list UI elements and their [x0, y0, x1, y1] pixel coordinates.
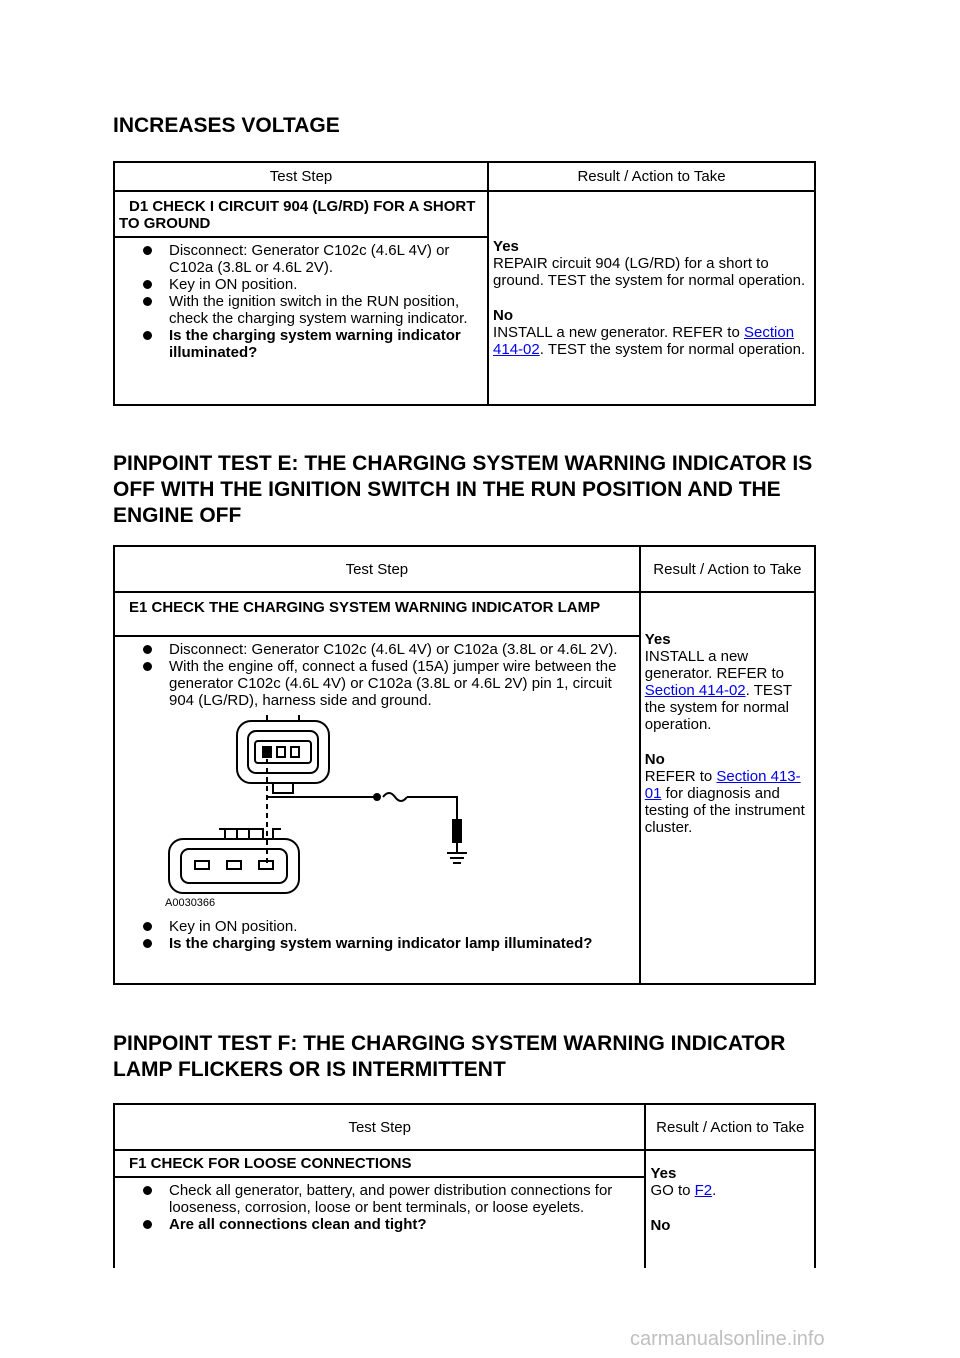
no-label: No: [644, 750, 665, 768]
list-item: Key in ON position.: [139, 276, 487, 293]
col-header-test-step: Test Step: [114, 162, 488, 191]
test-table-f: [113, 1103, 816, 1268]
bullet-icon: [143, 662, 152, 671]
result-cell-e1: [640, 592, 815, 984]
col-header-result: Result / Action to Take: [640, 546, 815, 592]
result-cell-f1: [645, 1150, 815, 1268]
yes-text: GO to F2.: [650, 1182, 717, 1199]
link-f2[interactable]: F2: [694, 1182, 713, 1199]
yes-label: Yes: [493, 238, 519, 255]
yes-label: Yes: [650, 1165, 677, 1182]
link-section-413-01[interactable]: Section 413-01: [644, 767, 801, 802]
bullet-list-d1: [115, 242, 487, 361]
list-item: Key in ON position.: [139, 918, 639, 935]
section-f-heading: PINPOINT TEST F: THE CHARGING SYSTEM WARNING INDICATOR LAMP FLICKERS OR IS INTERMITTENT: [113, 1032, 786, 1081]
watermark: carmanualsonline.info: [630, 1328, 825, 1350]
list-item: With the ignition switch in the RUN position, check the charging system warning indicator.: [139, 293, 487, 327]
connector-diagram: [155, 715, 639, 914]
bullet-icon: [143, 1186, 152, 1195]
list-item: Check all generator, battery, and power distribution connections for looseness, corrosion, loose or bent terminals, or loose eyelets.: [139, 1182, 644, 1216]
yes-label: Yes: [644, 630, 671, 648]
col-header-test-step: Test Step: [114, 546, 640, 592]
bullet-icon: [143, 297, 152, 306]
bullet-icon: [143, 280, 152, 289]
col-header-result: Result / Action to Take: [645, 1104, 815, 1150]
section-d-heading: INCREASES VOLTAGE: [113, 114, 340, 137]
question-item: Is the charging system warning indicator lamp illuminated?: [139, 935, 639, 952]
list-item: Disconnect: Generator C102c (4.6L 4V) or C102a (3.8L or 4.6L 2V).: [139, 242, 487, 276]
step-title-f1: F1 CHECK FOR LOOSE CONNECTIONS: [129, 1155, 412, 1172]
jumper-wire: [267, 793, 457, 820]
bullet-icon: [143, 1220, 152, 1229]
step-title-e1: E1 CHECK THE CHARGING SYSTEM WARNING INDICATOR LAMP: [129, 599, 601, 616]
yes-text: INSTALL a new generator. REFER to Section 414-02. TEST the system for normal operation.: [644, 647, 792, 733]
section-e-heading: PINPOINT TEST E: THE CHARGING SYSTEM WARNING INDICATOR IS OFF WITH THE IGNITION SWITCH IN THE RUN POSITION AND THE ENGINE OFF: [113, 452, 813, 527]
bullet-icon: [143, 246, 152, 255]
no-text: INSTALL a new generator. REFER to Section 414-02. TEST the system for normal operation.: [493, 324, 806, 358]
yes-text: REPAIR circuit 904 (LG/RD) for a short to ground. TEST the system for normal operation.: [493, 255, 806, 289]
connector-diagram-svg: [155, 715, 475, 910]
question-item: Are all connections clean and tight?: [139, 1216, 644, 1233]
test-table-d: [113, 161, 816, 406]
bullet-icon: [143, 331, 152, 340]
bullet-icon: [143, 939, 152, 948]
bullet-icon: [143, 922, 152, 931]
result-cell-d1: [488, 191, 815, 405]
no-text: REFER to Section 413-01 for diagnosis and testing of the instrument cluster.: [644, 767, 805, 836]
col-header-test-step: Test Step: [114, 1104, 645, 1150]
list-item: Disconnect: Generator C102c (4.6L 4V) or C102a (3.8L or 4.6L 2V).: [139, 641, 639, 658]
list-item: With the engine off, connect a fused (15A) jumper wire between the generator C102c (4.6L 4V) or C102a (3.8L or 4.6L 2V) pin 1, circuit 904 (LG/RD), harness side and ground.: [139, 658, 639, 709]
no-label: No: [650, 1217, 671, 1234]
no-label: No: [493, 307, 514, 324]
bullet-list-e1-after: [115, 918, 639, 952]
test-table-e: [113, 545, 816, 985]
col-header-result: Result / Action to Take: [488, 162, 815, 191]
link-section-414-02[interactable]: Section 414-02: [493, 324, 795, 358]
figure-label: A0030366: [165, 897, 216, 909]
step-title-d1: D1 CHECK I CIRCUIT 904 (LG/RD) FOR A SHORT TO GROUND: [119, 198, 476, 232]
generator-connector: [169, 829, 299, 893]
bullet-list-e1: [115, 641, 639, 709]
question-item: Is the charging system warning indicator illuminated?: [139, 327, 487, 361]
harness-connector: [237, 715, 329, 793]
bullet-list-f1: [115, 1182, 644, 1233]
bullet-icon: [143, 645, 152, 654]
ground-icon: [447, 820, 467, 863]
link-section-414-02[interactable]: Section 414-02: [644, 681, 746, 699]
